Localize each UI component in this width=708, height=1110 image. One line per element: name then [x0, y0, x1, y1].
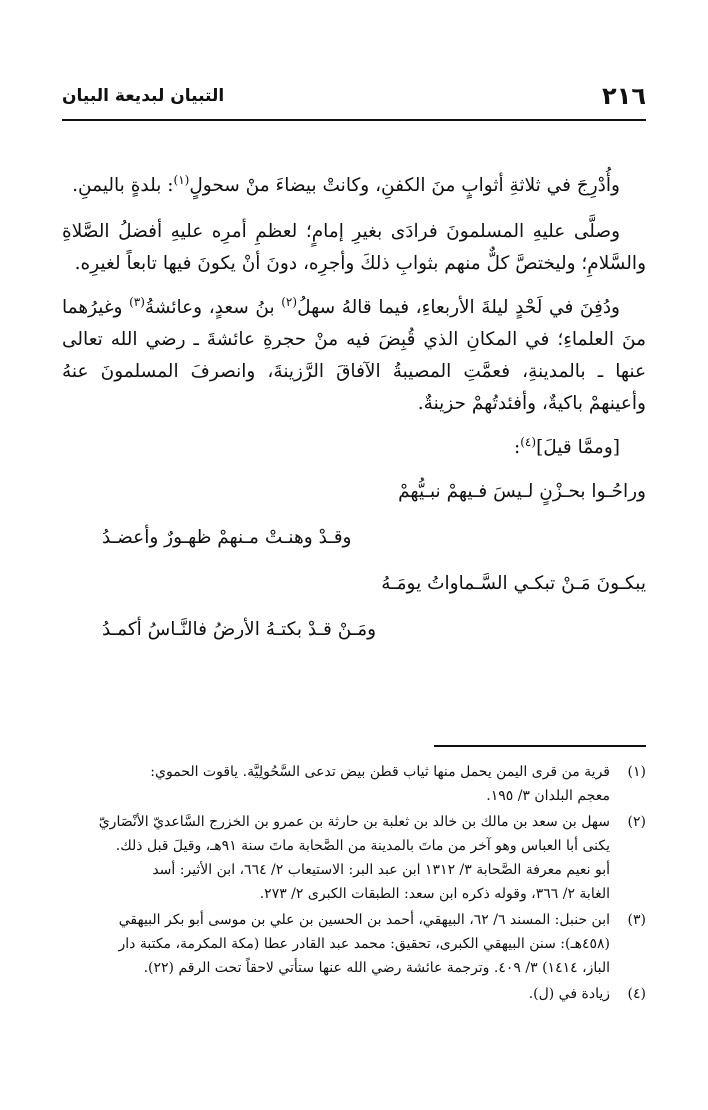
footnote-ref-1[interactable]: (١)	[173, 172, 190, 187]
footnote-line: قرية من قرى اليمن يحمل منها ثياب قطن بيض تدعى السَّحُولِيَّة. ياقوت الحموي:	[150, 764, 610, 780]
running-title: التبيان لبديعة البيان	[62, 86, 225, 106]
verse-heading	[62, 432, 646, 464]
footnote-4	[62, 982, 646, 1006]
footnote-line: يكنى أبا العباس وهو آخر من ماتَ بالمدينة من الصَّحابة ماتَ سنة ٩١هـ، وقيلَ قبل ذلك.	[115, 838, 610, 854]
footnote-line: الغابة ٢/ ٣٦٦، وقوله ذكره ابن سعد: الطبقات الكبرى ٢/ ٢٧٣.	[259, 886, 610, 902]
footnote-ref-3[interactable]: (٣)	[129, 294, 145, 309]
paragraph-3-part-a: ودُفِنَ في لَحْدٍ ليلةَ الأربعاءِ، فيما قالهُ سهلُ	[297, 297, 620, 318]
footnote-number: (١)	[627, 764, 646, 780]
verse-line-1	[62, 476, 646, 522]
paragraph-3	[62, 292, 646, 420]
paragraph-1-tail: : بلدةٍ باليمنِ.	[72, 175, 174, 196]
verse-line-3	[62, 568, 646, 614]
footnote-separator	[434, 745, 646, 747]
paragraph-3-part-c: وغيرُهما منَ العلماءِ؛ في المكانِ الذي قُبِضَ فيه منْ حجرةِ عائشةَ ـ رضي الله تعالى عنها ـ بالمدينةِ، فعمَّتِ المصيبةُ الآفاقَ الرَّزينةَ، وانصرفَ المسلمونَ عنهُ وأعينهمْ باكيةٌ، وأفئدتُهمْ حزينةٌ.	[62, 297, 646, 414]
footnote-1	[62, 760, 646, 808]
footnote-line: ابن حنبل: المسند ٦/ ٦٢، البيهقي، أحمد بن الحسين بن علي بن موسى أبو بكر البيهقي	[118, 912, 610, 928]
verse-line-4	[62, 614, 646, 660]
page-header	[62, 82, 646, 118]
verse-heading-text: [وممَّا قيلَ]	[536, 437, 620, 458]
paragraph-2: وصلَّى عليهِ المسلمونَ فرادَى بغيرِ إمامٍ؛ لعظمِ أمرِه عليهِ أفضلُ الصَّلاةِ والسَّلامِ؛ وليختصَّ كلٌّ منهم بثوابِ ذلكَ وأجرِه، دونَ أنْ يكونَ فيها تابعاً لغيرِه.	[62, 221, 646, 274]
page-number: ٢١٦	[602, 82, 646, 110]
verse-hemistich: ومَـنْ قـدْ بكتـهُ الأرضُ فالنَّـاسُ أكمـدُ	[102, 619, 377, 640]
main-text	[62, 170, 646, 660]
verse-hemistich: وراحُـوا بحـزْنٍ لـيسَ فـيهمْ نبـيُّهمْ	[398, 481, 646, 502]
footnote-line: زيادة في (ل).	[528, 986, 610, 1002]
verse-line-2	[62, 522, 646, 568]
footnote-number: (٤)	[627, 986, 646, 1002]
footnote-2	[62, 810, 646, 906]
header-rule	[62, 119, 646, 121]
paragraph-1-text: وأُدْرِجَ في ثلاثةِ أثوابٍ منَ الكفنِ، وكانتْ بيضاءَ منْ سحولٍ	[189, 175, 620, 196]
verse-heading-colon: :	[514, 437, 521, 458]
paragraph-3-part-b: بنُ سعدٍ، وعائشةُ	[144, 297, 282, 318]
footnote-line: سهل بن سعد بن مالك بن خالد بن ثعلبة بن حارثة بن عمرو بن الخزرج السَّاعديّ الأنْصَاريّ	[98, 814, 610, 830]
footnotes	[62, 760, 646, 1008]
footnote-line: أبو نعيم معرفة الصَّحابة ٣/ ١٣١٢ ابن عبد البر: الاستيعاب ٢/ ٦٦٤، ابن الأثير: أسد	[152, 862, 610, 878]
verse-hemistich: يبكـونَ مَـنْ تبكـي السَّـماواتُ يومَـهُ	[381, 573, 646, 594]
footnote-line: معجم البلدان ٣/ ١٩٥.	[486, 788, 610, 804]
footnote-ref-2[interactable]: (٢)	[281, 294, 298, 309]
footnote-number: (٢)	[627, 814, 646, 830]
footnote-ref-4[interactable]: (٤)	[520, 434, 537, 449]
paragraph-1	[62, 170, 646, 202]
footnote-number: (٣)	[627, 912, 646, 928]
footnote-line: الباز، ١٤١٤) ٣/ ٤٠٩. وترجمة عائشة رضي الله عنها ستأتي لاحقاً تحت الرقم (٢٢).	[143, 960, 610, 976]
verse-hemistich: وقـدْ وهنـتْ مـنهمْ ظهـورٌ وأعضـدُ	[102, 527, 352, 548]
footnote-line: (٤٥٨هـ): سنن البيهقي الكبرى، تحقيق: محمد عبد القادر عطا (مكة المكرمة، مكتبة دار	[118, 936, 610, 952]
footnote-3	[62, 908, 646, 980]
